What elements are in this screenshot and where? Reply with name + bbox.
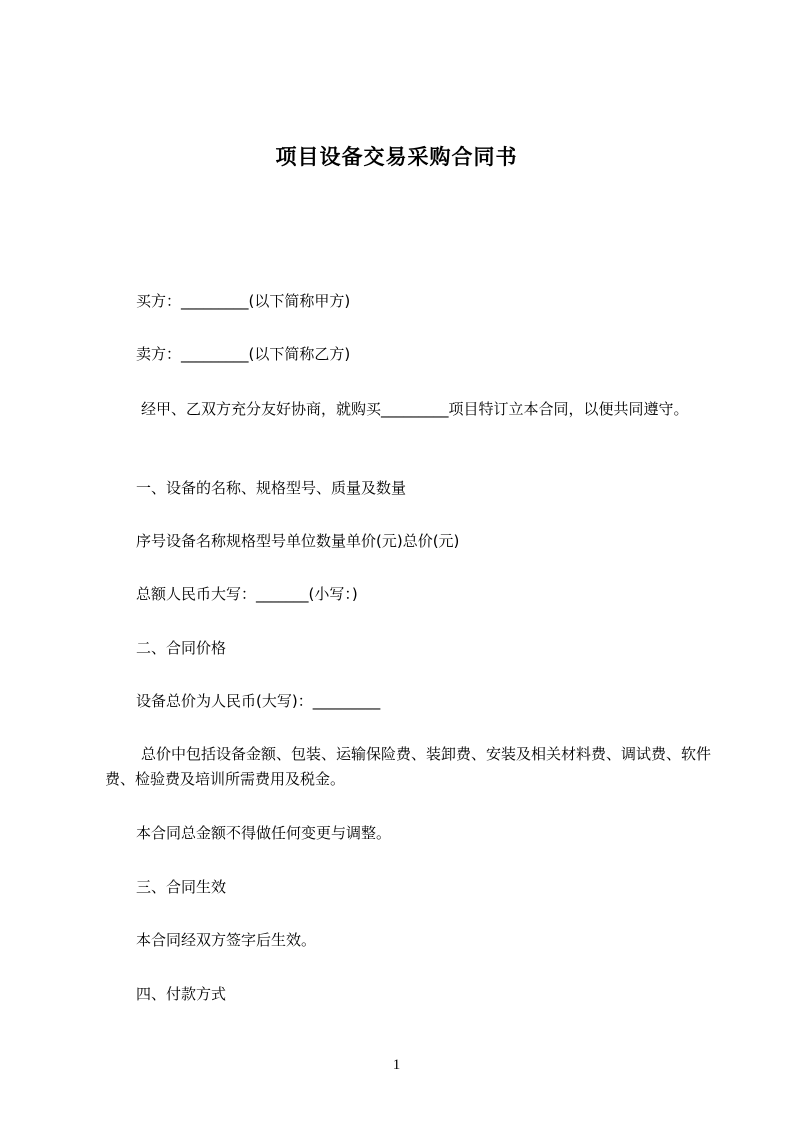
section-1-heading: 一、设备的名称、规格型号、质量及数量 bbox=[136, 479, 407, 497]
buyer-line: 买方：_________(以下简称甲方) bbox=[136, 292, 351, 310]
table-header-line: 序号设备名称规格型号单位数量单价(元)总价(元) bbox=[136, 532, 460, 550]
price-line: 设备总价为人民币(大写)：_________ bbox=[136, 692, 381, 710]
total-amount-line: 总额人民币大写：_______(小写：) bbox=[136, 585, 358, 603]
section-3-heading: 三、合同生效 bbox=[136, 878, 227, 896]
intro-paragraph: 经甲、乙双方充分友好协商，就购买_________项目特订立本合同，以便共同遵守。 bbox=[141, 400, 689, 418]
page-number: 1 bbox=[392, 1057, 401, 1073]
seller-line: 卖方：_________(以下简称乙方) bbox=[136, 345, 351, 363]
price-includes-paragraph: 总价中包括设备金额、包装、运输保险费、装卸费、安装及相关材料费、调试费、软件费、检验费及培训所需费用及税金。 bbox=[105, 745, 712, 788]
section-2-heading: 二、合同价格 bbox=[136, 639, 227, 657]
no-change-line: 本合同总金额不得做任何变更与调整。 bbox=[136, 824, 392, 842]
section-4-heading: 四、付款方式 bbox=[136, 985, 227, 1003]
effect-line: 本合同经双方签字后生效。 bbox=[136, 931, 317, 949]
document-title: 项目设备交易采购合同书 bbox=[275, 145, 518, 169]
